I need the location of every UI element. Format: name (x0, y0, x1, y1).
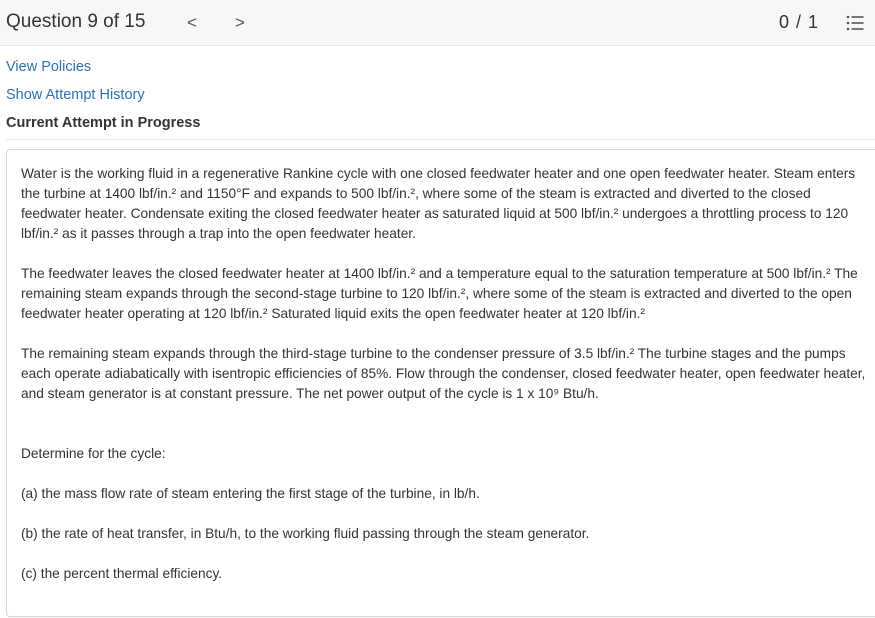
attempt-status: Current Attempt in Progress (6, 115, 201, 131)
view-policies-link[interactable]: View Policies (6, 59, 92, 75)
score-display: 0 / 1 (779, 12, 820, 32)
question-part: (b) the rate of heat transfer, in Btu/h, to the working fluid passing through the steam generator. (21, 526, 590, 541)
question-part: (c) the percent thermal efficiency. (21, 566, 223, 581)
question-paragraph: Water is the working fluid in a regenerative Rankine cycle with one closed feedwater heater and one open feedwater heater. Steam enters the turbine at 1400 lbf/in.² and 1150°F and expands to 500 lbf/in.², where some of the steam is extracted and diverted to the closed feedwater heater. Condensate exiting the closed feedwater heater as saturated liquid at 500 lbf/in.² undergoes a throttling process to 120 lbf/in.² as it passes through a trap into the open feedwater heater. (21, 166, 856, 241)
divider (6, 139, 875, 140)
question-prompt: Determine for the cycle: (21, 446, 166, 461)
question-header (0, 0, 875, 46)
list-icon[interactable] (846, 14, 864, 32)
question-paragraph: The feedwater leaves the closed feedwater heater at 1400 lbf/in.² and a temperature equal to the saturation temperature at 500 lbf/in.² The remaining steam expands through the second-stage turbine to 120 lbf/in.², where some of the steam is extracted and diverted to the open feedwater heater operating at 120 lbf/in.² Saturated liquid exits the open feedwater heater at 120 lbf/in.² (21, 266, 858, 321)
question-counter: Question 9 of 15 (6, 11, 146, 32)
previous-question-button[interactable]: < (187, 13, 197, 32)
question-body (6, 149, 875, 617)
question-links (6, 58, 200, 134)
question-paragraph: The remaining steam expands through the third-stage turbine to the condenser pressure of 3.5 lbf/in.² The turbine stages and the pumps each operate adiabatically with isentropic efficiencies of 85%. Flow through the condenser, closed feedwater heater, open feedwater heater, and steam generator is at constant pressure. The net power output of the cycle is 1 x 10⁹ Btu/h. (21, 346, 866, 401)
show-attempt-history-link[interactable]: Show Attempt History (6, 87, 145, 103)
question-part: (a) the mass flow rate of steam entering the first stage of the turbine, in lb/h. (21, 486, 480, 501)
next-question-button[interactable]: > (235, 13, 245, 32)
